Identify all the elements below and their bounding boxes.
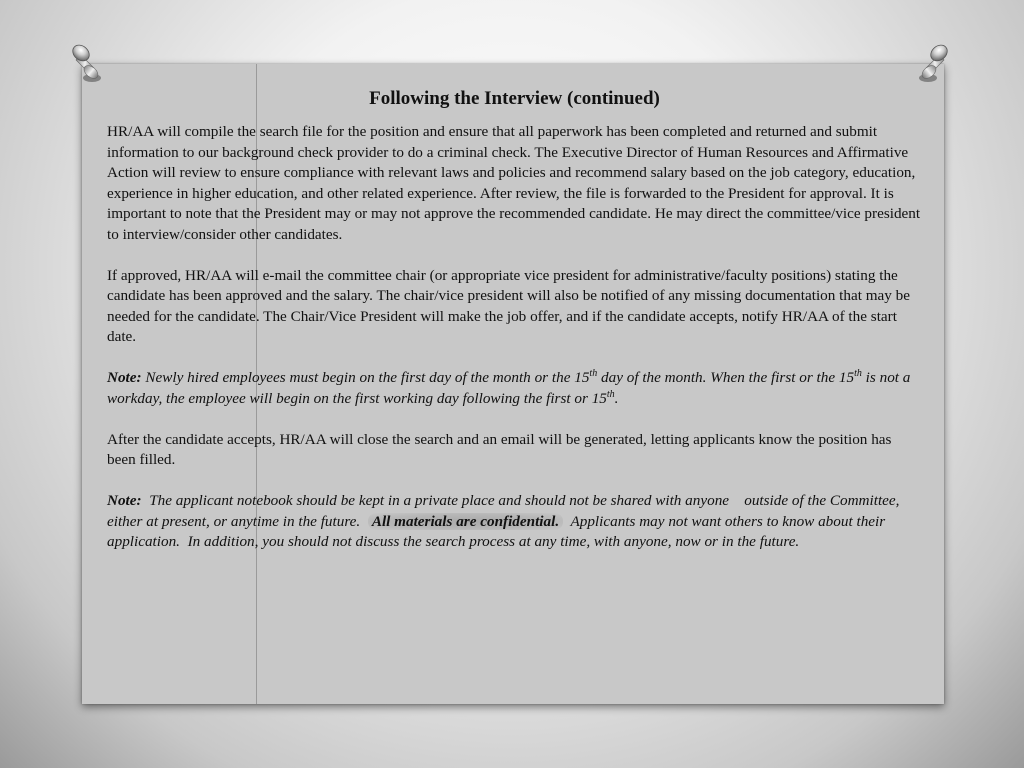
- slide-content: [107, 88, 922, 573]
- note-text: day of the month. When the first or the 15: [597, 369, 855, 386]
- note-text: Applicants may not want others to know about their application. In addition, you should not discuss the search process at any time, with anyone, now or in the future.: [107, 512, 889, 550]
- note-text: is not a workday, the employee will begin on the first working day following the first or 15: [107, 369, 911, 407]
- ordinal-suffix: th: [854, 367, 862, 379]
- note-text: Newly hired employees must begin on the first day of the month or the 15: [141, 369, 590, 386]
- ordinal-suffix: th: [606, 388, 615, 400]
- note-label: Note:: [107, 369, 142, 386]
- pushpin-icon: [916, 40, 950, 84]
- pushpin-icon: [70, 40, 104, 84]
- ordinal-suffix: th: [589, 367, 598, 379]
- note-confidentiality: [107, 491, 922, 553]
- confidential-emphasis: All materials are confidential.: [368, 513, 563, 530]
- note-text: .: [614, 389, 619, 407]
- paper-sheet: [82, 64, 944, 704]
- paragraph-compile-search-file: HR/AA will compile the search file for the position and ensure that all paperwork has been completed and returned and submit information to our background check provider to do a criminal check. The Executive Director of Human Resources and Affirmative Action will review to ensure compliance with relevant laws and policies and recommend salary based on the job category, education, experience in higher education, and other related experience. After review, the file is forwarded to the President for approval. It is important to note that the President may or may not approve the recommended candidate. He may direct the committee/vice president to interview/consider other candidates.: [107, 123, 921, 243]
- note-text: The applicant notebook should be kept in a private place and should not be shared with anyone outside of the Committee, either at present, or anytime in the future.: [107, 492, 904, 530]
- note-start-date: [107, 368, 922, 409]
- note-label: Note:: [107, 492, 142, 509]
- slide-title: Following the Interview (continued): [369, 88, 660, 109]
- paragraph-approval-email: If approved, HR/AA will e-mail the committee chair (or appropriate vice president for administrative/faculty positions) stating the candidate has been approved and the salary. The chair/vice president will also be notified of any missing documentation that may be needed for the candidate. The Chair/Vice President will make the job offer, and if the candidate accepts, notify HR/AA of the start date.: [107, 266, 910, 345]
- paragraph-close-search: After the candidate accepts, HR/AA will close the search and an email will be generated, letting applicants know the position has been filled.: [107, 430, 892, 468]
